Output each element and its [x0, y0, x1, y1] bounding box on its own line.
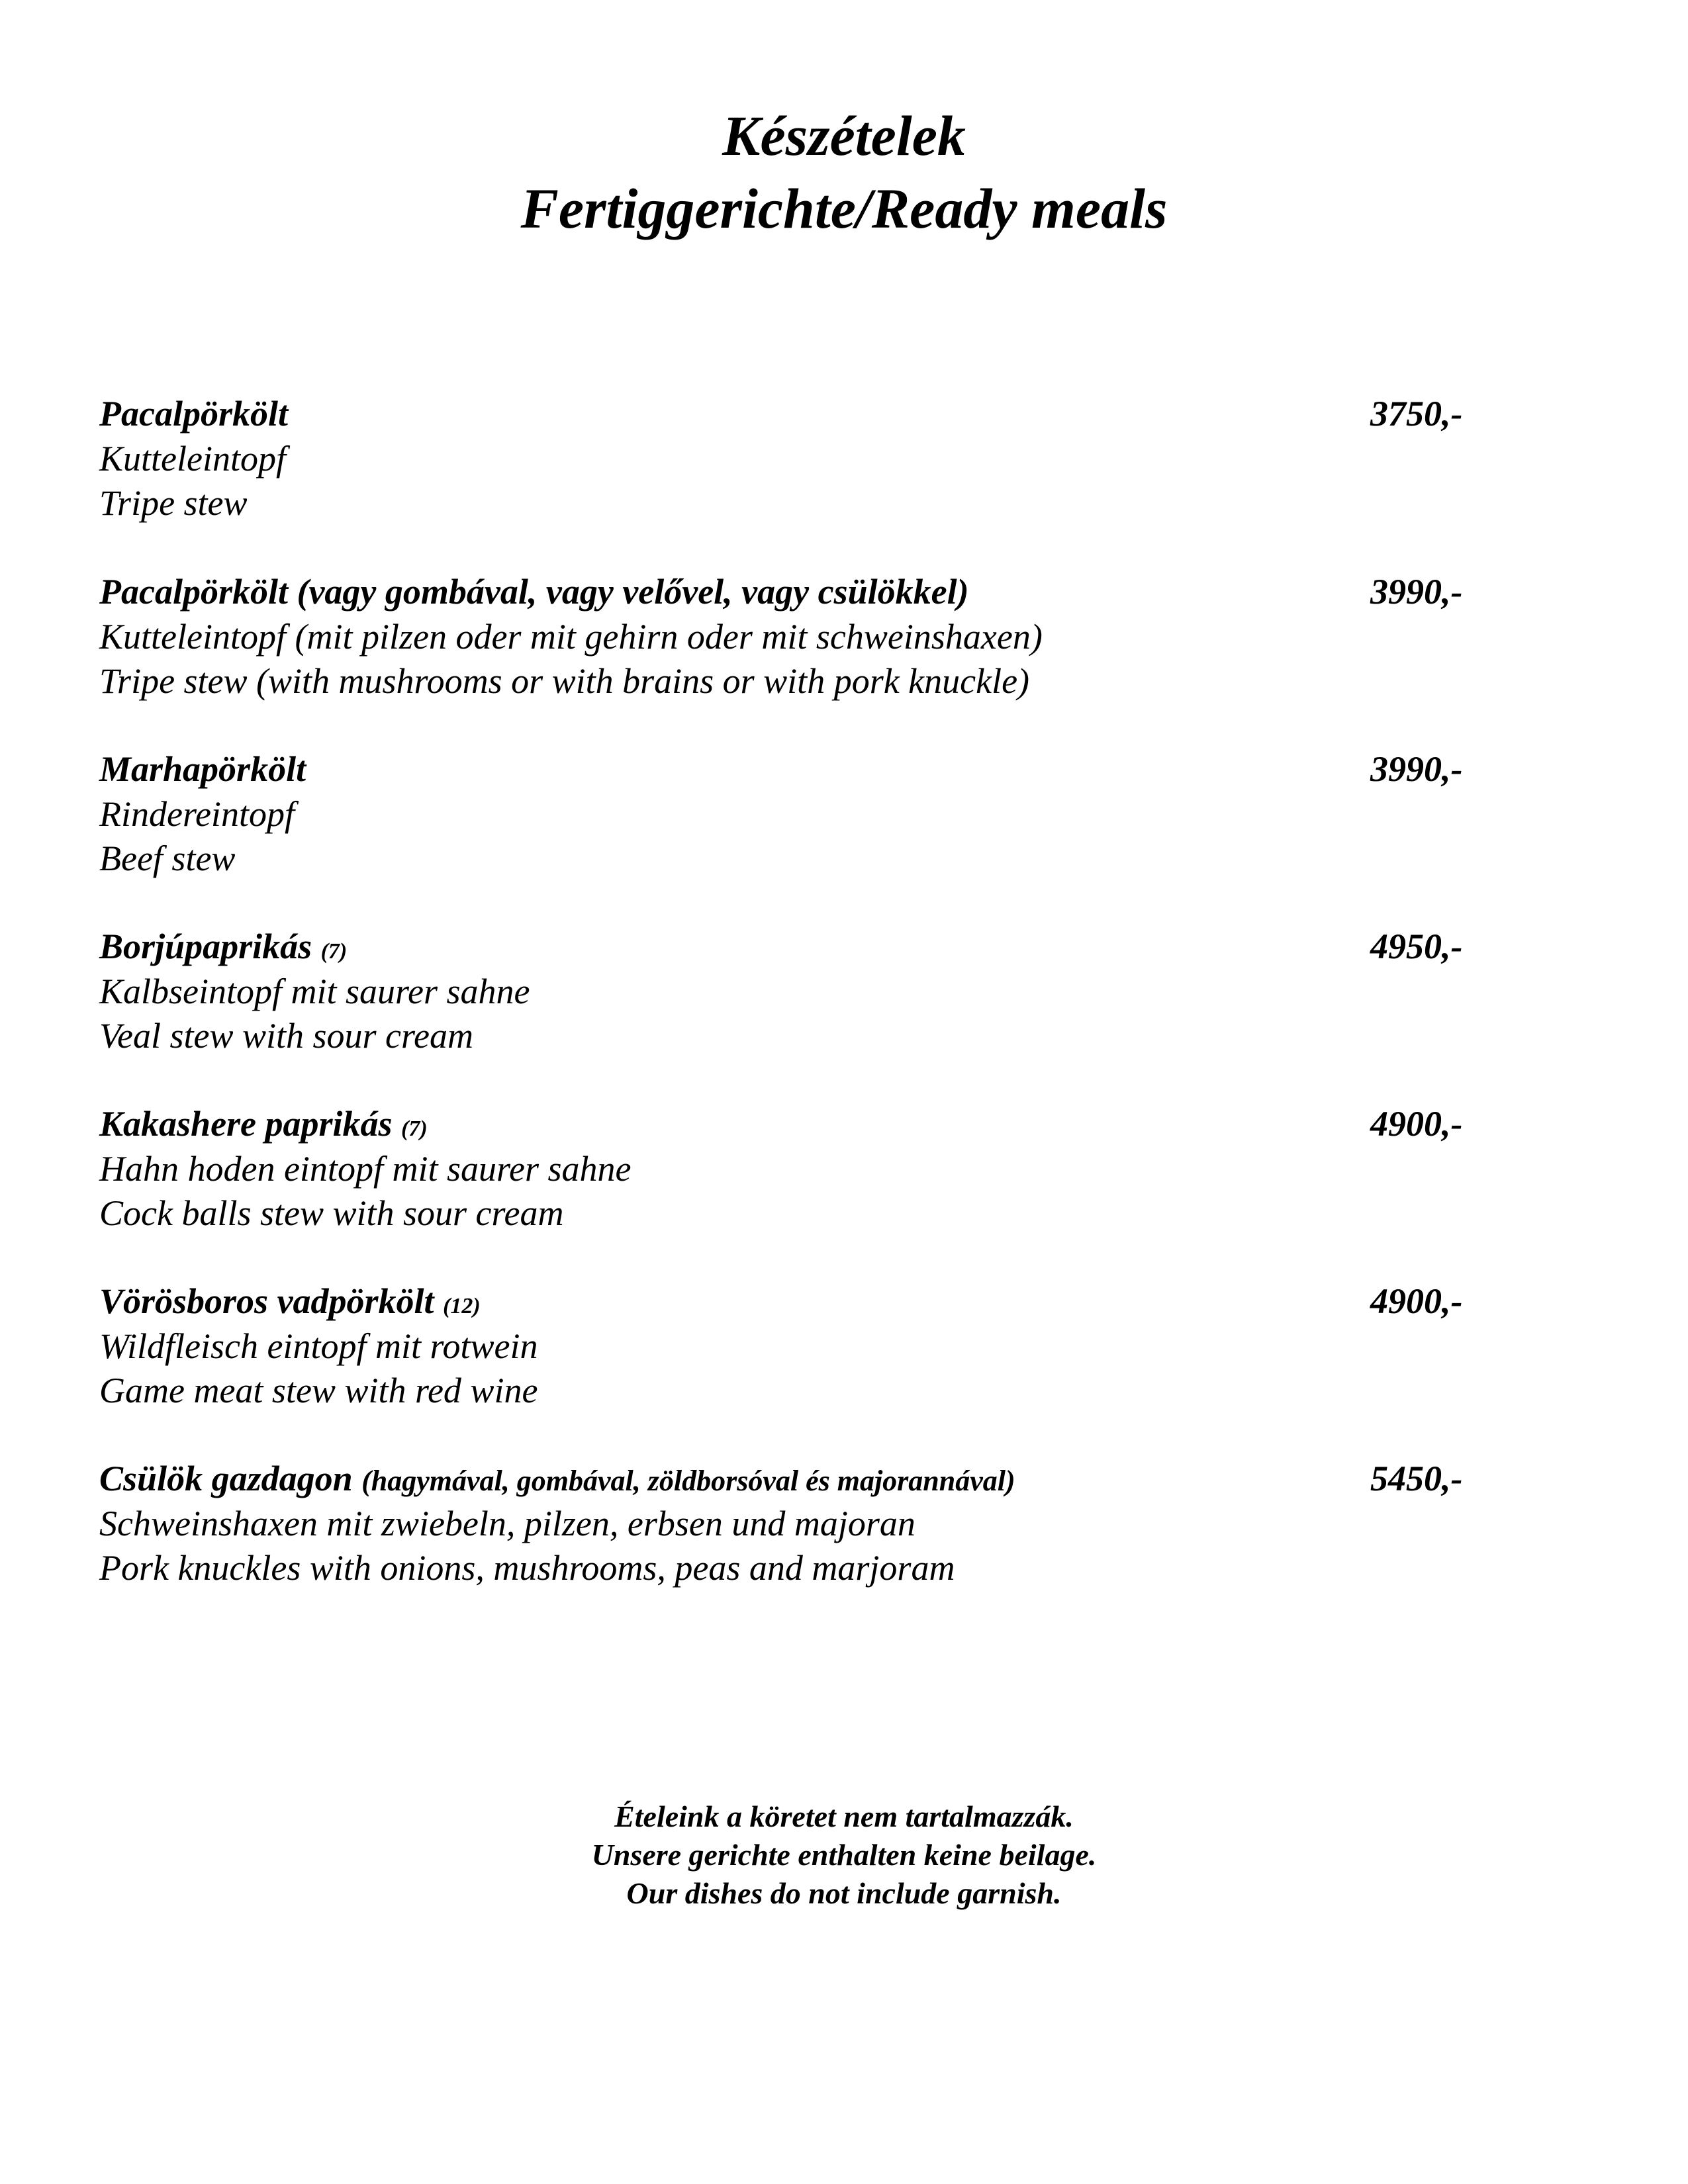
menu-item-description-de: Schweinshaxen mit zwiebeln, pilzen, erbsen und majoran — [99, 1504, 915, 1543]
menu-item-description-en: Tripe stew (with mushrooms or with brains or with pork knuckle) — [99, 661, 1030, 701]
menu-item-name-text: Kakashere paprikás — [99, 1104, 393, 1144]
menu-item-description-de: Kalbseintopf mit saurer sahne — [99, 972, 530, 1011]
menu-item-name — [99, 1283, 481, 1319]
menu-item-description-de: Kutteleintopf — [99, 439, 286, 478]
menu-item — [99, 1106, 1489, 1251]
menu-item-description-de: Wildfleisch eintopf mit rotwein — [99, 1326, 538, 1366]
menu-item — [99, 1461, 1489, 1606]
menu-item-description-en: Veal stew with sour cream — [99, 1016, 473, 1056]
menu-item-name — [99, 574, 969, 610]
menu-item-name-text: Pacalpörkölt (vagy gombával, vagy velővel, vagy csülökkel) — [99, 572, 969, 612]
menu-item-price: 3990,- — [1370, 749, 1463, 789]
menu-item-price: 3750,- — [1370, 394, 1463, 433]
menu-item — [99, 751, 1489, 897]
allergen-code: (12) — [443, 1294, 481, 1318]
menu-item-name — [99, 1106, 428, 1142]
menu-item-price: 4900,- — [1370, 1281, 1463, 1321]
allergen-code: (7) — [401, 1116, 428, 1141]
menu-item — [99, 929, 1489, 1074]
menu-item-name — [99, 751, 306, 787]
menu-item-name — [99, 929, 347, 964]
menu-item-name-text: Borjúpaprikás — [99, 927, 312, 966]
menu-item-description-en: Tripe stew — [99, 483, 248, 523]
menu-item-price: 5450,- — [1370, 1459, 1463, 1498]
menu-item-name — [99, 396, 288, 432]
menu-item-price: 3990,- — [1370, 572, 1463, 612]
page-title-german-english: Fertiggerichte/Ready meals — [520, 177, 1168, 240]
ingredients-note: (hagymával, gombával, zöldborsóval és majorannával) — [361, 1465, 1015, 1497]
menu-item-description-de: Rindereintopf — [99, 794, 295, 834]
footer-note-german: Unsere gerichte enthalten keine beilage. — [591, 1838, 1097, 1872]
footer-note-english: Our dishes do not include garnish. — [626, 1876, 1062, 1910]
menu-item-description-de: Hahn hoden eintopf mit saurer sahne — [99, 1149, 632, 1189]
menu-item-name-text: Csülök gazdagon — [99, 1459, 353, 1498]
menu-item-description-de: Kutteleintopf (mit pilzen oder mit gehirn oder mit schweinshaxen) — [99, 617, 1043, 657]
menu-item-name-text: Pacalpörkölt — [99, 394, 288, 433]
menu-item-price: 4900,- — [1370, 1104, 1463, 1144]
menu-item-name-text: Marhapörkölt — [99, 749, 306, 789]
menu-item-description-en: Cock balls stew with sour cream — [99, 1193, 564, 1233]
menu-item-name — [99, 1461, 1015, 1496]
footer-note-hungarian: Ételeink a köretet nem tartalmazzák. — [614, 1799, 1074, 1833]
menu-item-description-en: Beef stew — [99, 839, 236, 878]
menu-item-description-en: Game meat stew with red wine — [99, 1371, 538, 1410]
menu-item — [99, 396, 1489, 541]
allergen-code: (7) — [320, 939, 348, 964]
menu-item-description-en: Pork knuckles with onions, mushrooms, peas and marjoram — [99, 1548, 955, 1588]
menu-item — [99, 574, 1489, 719]
menu-item — [99, 1283, 1489, 1429]
page-title-hungarian: Készételek — [722, 104, 966, 167]
menu-item-name-text: Vörösboros vadpörkölt — [99, 1281, 434, 1321]
menu-item-price: 4950,- — [1370, 927, 1463, 966]
